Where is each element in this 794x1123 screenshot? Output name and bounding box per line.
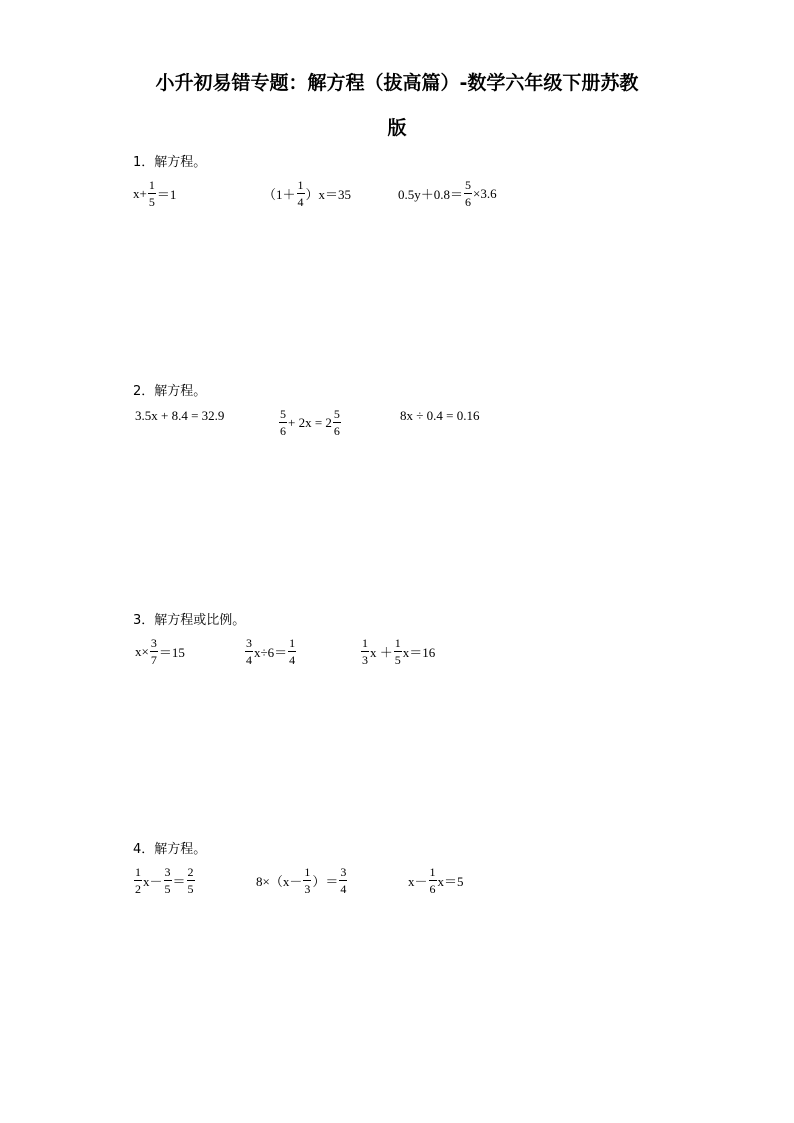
fraction	[164, 866, 172, 895]
question-4-heading: 4．解方程。	[133, 842, 207, 857]
equation-text: x×	[135, 643, 149, 659]
equation-text: ＝	[172, 874, 186, 889]
fraction	[150, 637, 158, 666]
equation-text: x－	[143, 874, 163, 889]
equation-text: ×3.6	[473, 185, 497, 201]
fraction-denominator: 6	[429, 882, 436, 896]
fraction	[303, 866, 311, 895]
fraction-numerator: 1	[297, 178, 304, 192]
fraction-numerator: 1	[429, 865, 436, 879]
fraction-denominator: 4	[297, 195, 304, 209]
question-3-equation-3	[360, 637, 435, 666]
question-3-equation-1	[135, 637, 185, 666]
fraction-numerator: 5	[465, 178, 472, 192]
fraction-numerator: 3	[164, 865, 171, 879]
fraction	[187, 866, 195, 895]
fraction	[245, 637, 253, 666]
equation-text: 8×（x－	[256, 874, 303, 889]
fraction	[394, 637, 402, 666]
equation-text: + 2x = 2	[288, 414, 332, 430]
fraction	[429, 866, 437, 895]
fraction-numerator: 1	[148, 178, 155, 192]
fraction-numerator: 1	[135, 865, 141, 879]
equation-text: x＝16	[402, 645, 436, 660]
fraction-denominator: 4	[340, 882, 347, 896]
fraction-numerator: 1	[362, 636, 368, 650]
question-4-equation-1	[133, 866, 196, 895]
equation-text: 0.5y＋0.8＝	[398, 187, 464, 202]
question-1-equation-3	[398, 179, 497, 208]
equation-text: （1＋	[263, 187, 296, 202]
question-1-heading: 1．解方程。	[133, 155, 207, 170]
fraction-numerator: 5	[280, 407, 286, 421]
fraction-denominator: 4	[246, 653, 252, 667]
fraction	[464, 179, 472, 208]
equation-text: x ＋	[370, 645, 393, 660]
fraction	[288, 637, 296, 666]
fraction	[148, 179, 156, 208]
fraction-denominator: 6	[333, 424, 340, 438]
fraction-denominator: 3	[362, 653, 368, 667]
question-2-equation-1	[135, 408, 224, 424]
fraction-denominator: 7	[150, 653, 157, 667]
equation-text: x+	[133, 185, 147, 201]
fraction-denominator: 4	[289, 653, 296, 667]
question-4-equation-2	[256, 866, 348, 895]
question-2-equation-3	[400, 408, 479, 424]
question-1-equation-1	[133, 179, 176, 208]
fraction	[134, 866, 142, 895]
fraction-denominator: 2	[135, 882, 141, 896]
fraction-numerator: 1	[394, 636, 401, 650]
equation-text: x＝5	[437, 874, 464, 889]
fraction-numerator: 2	[187, 865, 194, 879]
fraction-denominator: 3	[304, 882, 311, 896]
equation-text: x÷6＝	[254, 645, 288, 660]
question-2-equation-2	[278, 408, 342, 437]
fraction-numerator: 3	[150, 636, 157, 650]
fraction-numerator: 3	[340, 865, 347, 879]
equation-text: 8x ÷ 0.4 = 0.16	[400, 408, 480, 423]
fraction	[297, 179, 305, 208]
equation-text: 3.5x + 8.4 = 32.9	[135, 408, 225, 423]
equation-text: ＝1	[156, 187, 177, 202]
fraction-numerator: 1	[304, 865, 311, 879]
page-title-line-1: 小升初易错专题：解方程（拔高篇）-数学六年级下册苏教	[155, 72, 639, 94]
fraction-denominator: 5	[164, 882, 171, 896]
fraction-denominator: 5	[394, 653, 401, 667]
equation-text: ＝15	[158, 645, 185, 660]
fraction	[361, 637, 369, 666]
fraction-numerator: 3	[246, 636, 252, 650]
fraction	[279, 408, 287, 437]
equation-text: ）x＝35	[305, 187, 352, 202]
fraction	[339, 866, 347, 895]
question-2-heading: 2．解方程。	[133, 384, 207, 399]
fraction-numerator: 5	[333, 407, 340, 421]
question-4-equation-3	[408, 866, 464, 895]
fraction-denominator: 6	[280, 424, 286, 438]
question-3-heading: 3．解方程或比例。	[133, 613, 246, 628]
fraction-denominator: 5	[148, 195, 155, 209]
question-1-equation-2	[263, 179, 351, 208]
fraction-denominator: 5	[187, 882, 194, 896]
equation-text: x－	[408, 874, 428, 889]
equation-text: ）＝	[312, 874, 339, 889]
fraction	[333, 408, 341, 437]
question-3-equation-2	[244, 637, 297, 666]
page-title-line-2: 版	[387, 117, 407, 139]
fraction-numerator: 1	[289, 636, 296, 650]
fraction-denominator: 6	[465, 195, 472, 209]
